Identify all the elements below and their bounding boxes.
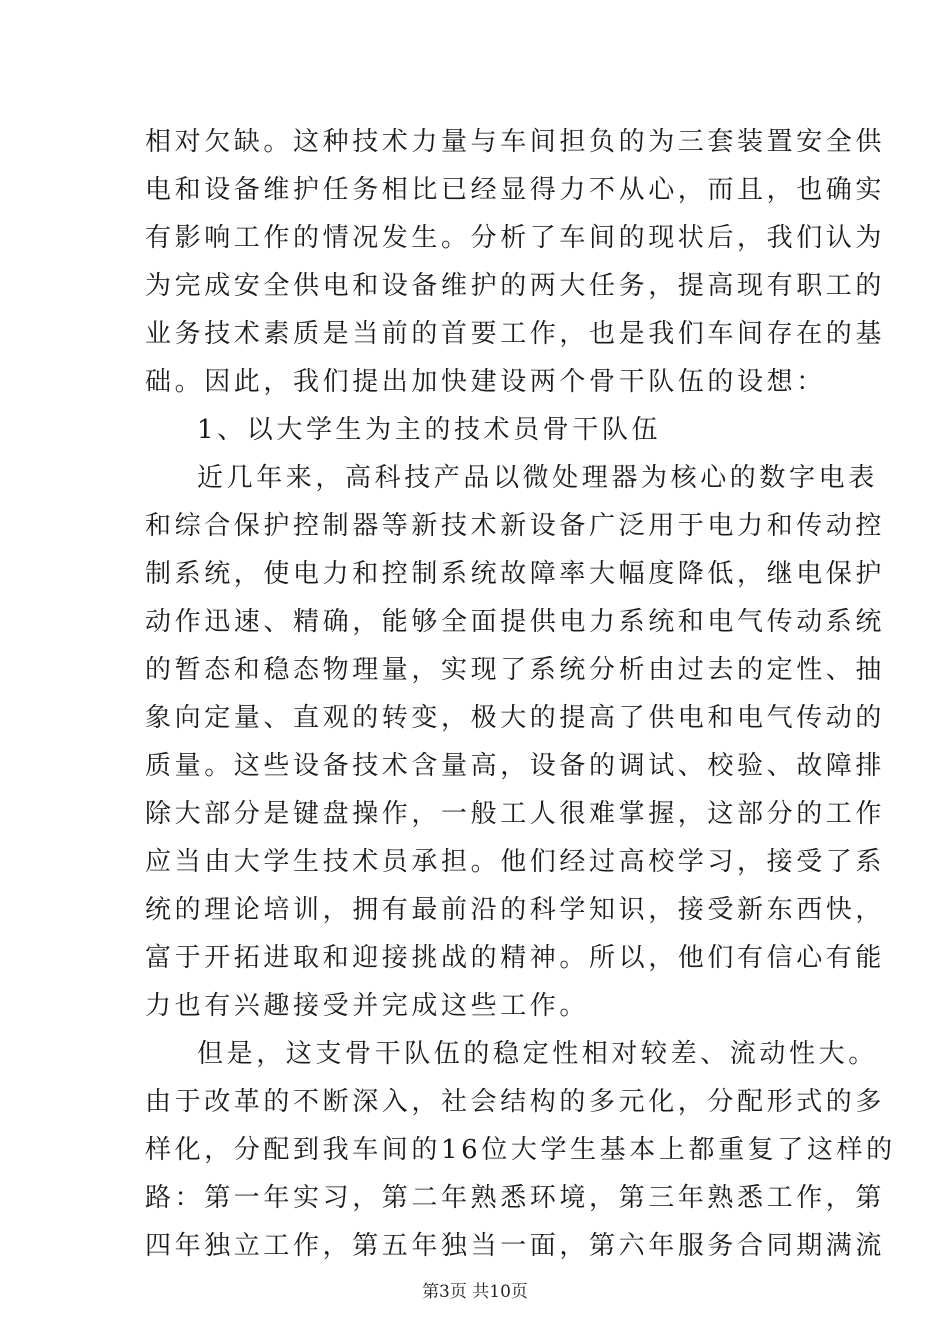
body-text-line: 样化，分配到我车间的16位大学生基本上都重复了这样的 xyxy=(145,1135,896,1165)
body-text-line: 和综合保护控制器等新技术新设备广泛用于电力和传动控 xyxy=(145,511,886,541)
page-number-footer: 第3页 共10页 xyxy=(422,1282,528,1302)
section-heading: 1、以大学生为主的技术员骨干队伍 xyxy=(197,415,662,445)
body-text-line: 路：第一年实习，第二年熟悉环境，第三年熟悉工作，第 xyxy=(145,1183,886,1213)
body-text-line: 质量。这些设备技术含量高，设备的调试、校验、故障排 xyxy=(145,751,886,781)
body-text-line: 有影响工作的情况发生。分析了车间的现状后，我们认为 xyxy=(145,223,886,253)
body-text-line: 的暂态和稳态物理量，实现了系统分析由过去的定性、抽 xyxy=(145,655,886,685)
body-text-line: 础。因此，我们提出加快建设两个骨干队伍的设想： xyxy=(145,367,826,397)
body-text-line: 制系统，使电力和控制系统故障率大幅度降低，继电保护 xyxy=(145,559,886,589)
body-text-line: 电和设备维护任务相比已经显得力不从心，而且，也确实 xyxy=(145,175,886,205)
body-text-line: 富于开拓进取和迎接挑战的精神。所以，他们有信心有能 xyxy=(145,943,886,973)
body-text-line: 应当由大学生技术员承担。他们经过高校学习，接受了系 xyxy=(145,847,886,877)
body-text-line: 相对欠缺。这种技术力量与车间担负的为三套装置安全供 xyxy=(145,127,886,157)
body-text-line: 象向定量、直观的转变，极大的提高了供电和电气传动的 xyxy=(145,703,886,733)
body-text-line: 四年独立工作，第五年独当一面，第六年服务合同期满流 xyxy=(145,1231,886,1261)
body-text-line: 由于改革的不断深入，社会结构的多元化，分配形式的多 xyxy=(145,1087,886,1117)
body-text-line: 统的理论培训，拥有最前沿的科学知识，接受新东西快， xyxy=(145,895,886,925)
body-text-line: 为完成安全供电和设备维护的两大任务，提高现有职工的 xyxy=(145,271,886,301)
paragraph-first-line: 近几年来，高科技产品以微处理器为核心的数字电表 xyxy=(197,463,878,493)
body-text-line: 除大部分是键盘操作，一般工人很难掌握，这部分的工作 xyxy=(145,799,886,829)
body-text-line: 业务技术素质是当前的首要工作，也是我们车间存在的基 xyxy=(145,319,886,349)
body-text-line: 动作迅速、精确，能够全面提供电力系统和电气传动系统 xyxy=(145,607,886,637)
paragraph-first-line: 但是，这支骨干队伍的稳定性相对较差、流动性大。 xyxy=(197,1039,878,1069)
body-text-line: 力也有兴趣接受并完成这些工作。 xyxy=(145,991,590,1021)
